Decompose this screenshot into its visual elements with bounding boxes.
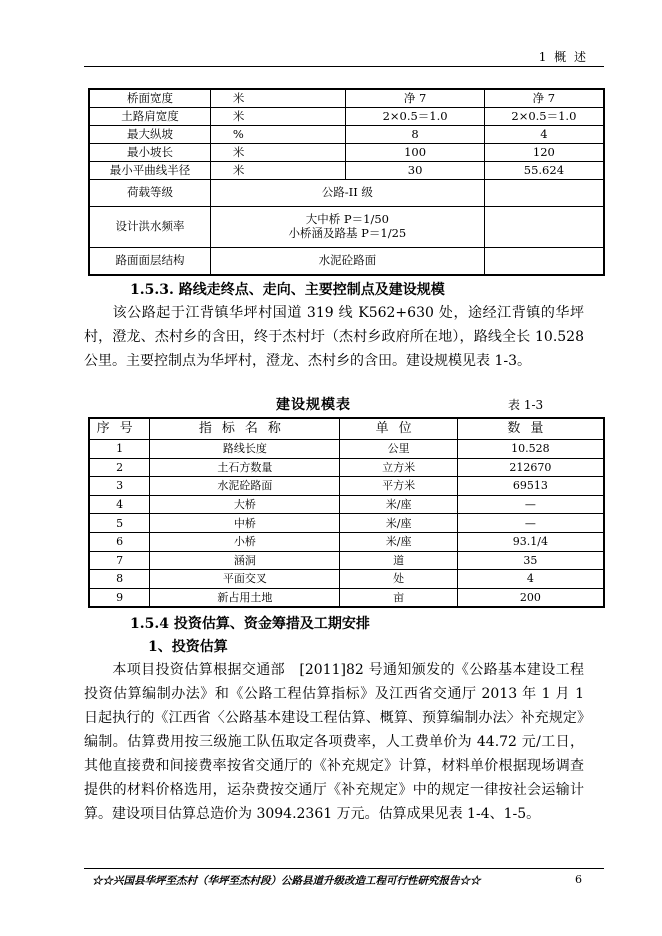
section-heading: 1.5.3. 路线走终点、走向、主要控制点及建设规模 bbox=[130, 282, 445, 298]
page-number: 6 bbox=[575, 873, 582, 886]
table-cell: 荷载等级 bbox=[89, 180, 210, 207]
table-cell: 8 bbox=[346, 126, 484, 144]
table-cell-empty bbox=[484, 207, 604, 248]
table-cell: 6 bbox=[89, 532, 150, 551]
table-row bbox=[89, 514, 604, 533]
table-cell: 净 7 bbox=[484, 89, 604, 108]
table-number: 表 1-3 bbox=[508, 398, 544, 412]
table-cell: 4 bbox=[457, 570, 604, 589]
flood-line: 小桥涵及路基 P＝1/25 bbox=[288, 226, 407, 240]
table-cell: 路线长度 bbox=[150, 440, 340, 459]
table-cell: 120 bbox=[484, 144, 604, 162]
paragraph bbox=[84, 658, 584, 826]
table-cell: 4 bbox=[89, 495, 150, 514]
table-cell: 新占用土地 bbox=[150, 588, 340, 607]
table-row bbox=[89, 532, 604, 551]
table-cell: 土石方数量 bbox=[150, 458, 340, 477]
table-row bbox=[89, 144, 604, 162]
table-cell: 最大纵坡 bbox=[89, 126, 210, 144]
table-cell: 8 bbox=[89, 570, 150, 589]
table-row bbox=[89, 440, 604, 459]
table-header-row bbox=[89, 418, 604, 440]
table-cell: 土路肩宽度 bbox=[89, 108, 210, 126]
table-cell: 5 bbox=[89, 514, 150, 533]
table-caption: 建设规模表 bbox=[276, 397, 351, 413]
table-cell: 水泥砼路面 bbox=[210, 248, 484, 276]
table-cell: 路面面层结构 bbox=[89, 248, 210, 276]
table-cell: 最小平曲线半径 bbox=[89, 162, 210, 180]
table-cell: 水泥砼路面 bbox=[150, 477, 340, 496]
table-row bbox=[89, 89, 604, 108]
technical-standards-table bbox=[88, 88, 605, 276]
column-header: 单位 bbox=[340, 418, 457, 440]
table-cell: 212670 bbox=[457, 458, 604, 477]
table-cell: 小桥 bbox=[150, 532, 340, 551]
table-cell: 涵洞 bbox=[150, 551, 340, 570]
table-cell: 亩 bbox=[340, 588, 457, 607]
table-cell: 7 bbox=[89, 551, 150, 570]
table-row bbox=[89, 551, 604, 570]
table-row bbox=[89, 180, 604, 207]
table-row bbox=[89, 570, 604, 589]
table-cell: 道 bbox=[340, 551, 457, 570]
paragraph bbox=[84, 301, 584, 373]
table-cell: 米 bbox=[210, 144, 345, 162]
table-row bbox=[89, 495, 604, 514]
header-rule bbox=[84, 66, 604, 67]
table-cell: 2×0.5＝1.0 bbox=[346, 108, 484, 126]
table-cell: 米 bbox=[210, 108, 345, 126]
table-row bbox=[89, 162, 604, 180]
table-cell: 1 bbox=[89, 440, 150, 459]
table-cell: 93.1/4 bbox=[457, 532, 604, 551]
table-row bbox=[89, 477, 604, 496]
table-cell: 米 bbox=[210, 162, 345, 180]
table-cell: 10.528 bbox=[457, 440, 604, 459]
footer-title: ☆☆兴国县华坪至杰村（华坪至杰村段）公路县道升级改造工程可行性研究报告☆☆ bbox=[92, 875, 481, 887]
subsection-heading: 1、投资估算 bbox=[148, 639, 228, 655]
paragraph-text: 该公路起于江背镇华坪村国道 319 线 K562+630 处，途经江背镇的华坪村，澄龙、杰村乡的含田，终于杰村圩（杰村乡政府所在地），路线全长 10.528 公里。主要控制点为华坪村，澄龙、杰村乡的含田。建设规模见表 1-3。 bbox=[84, 305, 584, 369]
flood-line: 大中桥 P＝1/50 bbox=[305, 212, 389, 227]
table-cell: 最小坡长 bbox=[89, 144, 210, 162]
table-cell: 大桥 bbox=[150, 495, 340, 514]
table-cell: 中桥 bbox=[150, 514, 340, 533]
table-cell: 米/座 bbox=[340, 514, 457, 533]
column-header: 序号 bbox=[89, 418, 150, 440]
table-cell: 2 bbox=[89, 458, 150, 477]
table-cell-empty bbox=[484, 180, 604, 207]
chapter-header: 1 概 述 bbox=[538, 50, 588, 64]
table-cell: % bbox=[210, 126, 345, 144]
footer-rule bbox=[84, 868, 604, 869]
table-cell: 200 bbox=[457, 588, 604, 607]
table-row bbox=[89, 207, 604, 248]
table-cell: 55.624 bbox=[484, 162, 604, 180]
table-row bbox=[89, 588, 604, 607]
table-cell: 处 bbox=[340, 570, 457, 589]
table-row bbox=[89, 126, 604, 144]
table-cell: 2×0.5＝1.0 bbox=[484, 108, 604, 126]
table-cell: 100 bbox=[346, 144, 484, 162]
table-cell bbox=[210, 207, 484, 248]
table-cell: 净 7 bbox=[346, 89, 484, 108]
table-row bbox=[89, 458, 604, 477]
table-row bbox=[89, 108, 604, 126]
column-header: 指标名称 bbox=[150, 418, 340, 440]
table-cell: 3 bbox=[89, 477, 150, 496]
table-cell: 设计洪水频率 bbox=[89, 207, 210, 248]
table-cell: 米/座 bbox=[340, 532, 457, 551]
construction-scale-table bbox=[88, 417, 605, 608]
table-cell-empty bbox=[484, 248, 604, 276]
table-cell: 35 bbox=[457, 551, 604, 570]
section-heading: 1.5.4 投资估算、资金筹措及工期安排 bbox=[130, 616, 370, 632]
table-cell: 米/座 bbox=[340, 495, 457, 514]
paragraph-text: 本项目投资估算根据交通部 [2011]82 号通知颁发的《公路基本建设工程投资估算编制办法》和《公路工程估算指标》及江西省交通厅 2013 年 1 月 1 日起执行的《江西省〈公路基本建设工程估算、概算、预算编制办法〉补充规定》编制。估算费用按三级施工队伍取定各项费率，人工费单价为 44.72 元/工日，其他直接费和间接费率按省交通厅的《补充规定》计算，材料单价根据现场调查提供的材料价格选用，运杂费按交通厅《补充规定》中的规定一律按社会运输计算。建设项目估算总造价为 3094.2361 万元。估算成果见表 1-4、1-5。 bbox=[84, 662, 584, 822]
table-cell: 69513 bbox=[457, 477, 604, 496]
table-cell: 公路-II 级 bbox=[210, 180, 484, 207]
table-cell: — bbox=[457, 514, 604, 533]
table-cell: 4 bbox=[484, 126, 604, 144]
table-cell: 9 bbox=[89, 588, 150, 607]
table-cell: 公里 bbox=[340, 440, 457, 459]
table-cell: 米 bbox=[210, 89, 345, 108]
table-cell: 30 bbox=[346, 162, 484, 180]
table-cell: 平方米 bbox=[340, 477, 457, 496]
table-row bbox=[89, 248, 604, 276]
table-cell: — bbox=[457, 495, 604, 514]
table-cell: 立方米 bbox=[340, 458, 457, 477]
table-cell: 桥面宽度 bbox=[89, 89, 210, 108]
table-cell: 平面交叉 bbox=[150, 570, 340, 589]
column-header: 数量 bbox=[457, 418, 604, 440]
